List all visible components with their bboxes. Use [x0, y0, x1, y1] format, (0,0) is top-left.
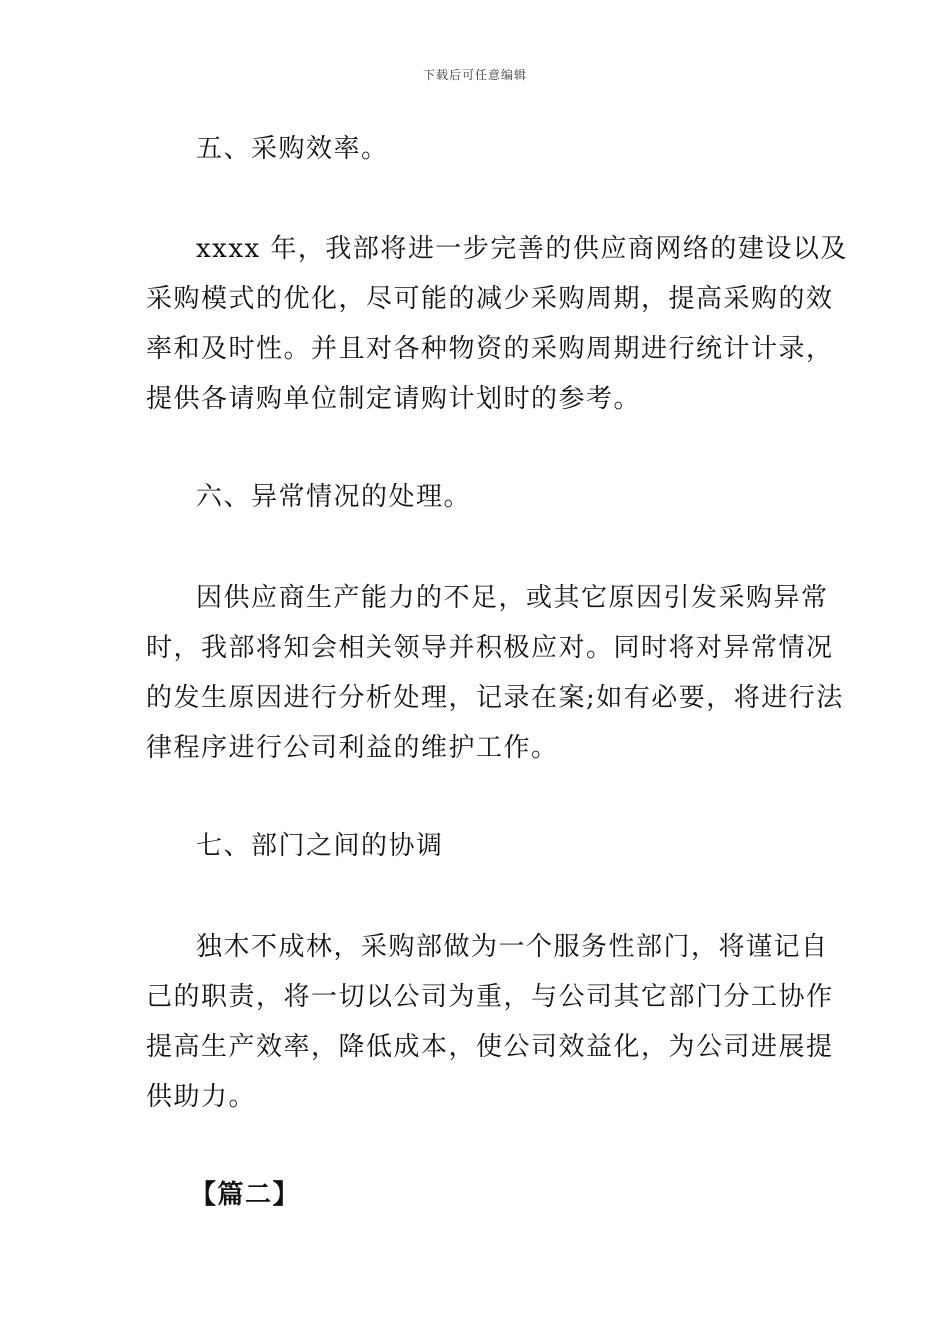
paragraph-line: 提供各请购单位制定请购计划时的参考。 [146, 384, 642, 414]
section-heading-coordination: 七、部门之间的协调 [196, 831, 444, 861]
page-header-note: 下载后可任意编辑 [422, 68, 527, 82]
part-heading: 【篇二】 [190, 1180, 301, 1210]
paragraph-line: 律程序进行公司利益的维护工作。 [146, 733, 559, 763]
section-heading-exceptions: 六、异常情况的处理。 [196, 482, 472, 512]
section-heading-efficiency: 五、采购效率。 [196, 134, 389, 164]
paragraph-line: 的发生原因进行分析处理，记录在案;如有必要，将进行法 [146, 683, 844, 713]
paragraph-line: 率和及时性。并且对各种物资的采购周期进行统计计录， [146, 334, 834, 364]
paragraph-line: 独木不成林，采购部做为一个服务性部门，将谨记自 [196, 932, 829, 962]
paragraph-line: 提高生产效率，降低成本，使公司效益化，为公司进展提 [146, 1032, 834, 1062]
paragraph-line: 供助力。 [146, 1082, 257, 1112]
paragraph-line: 因供应商生产能力的不足，或其它原因引发采购异常 [196, 583, 829, 613]
paragraph-line: 采购模式的优化，尽可能的减少采购周期，提高采购的效 [146, 284, 834, 314]
paragraph-line: xxxx 年，我部将进一步完善的供应商网络的建设以及 [196, 234, 848, 264]
paragraph-line: 时，我部将知会相关领导并积极应对。同时将对异常情况 [146, 633, 834, 663]
paragraph-line: 己的职责，将一切以公司为重，与公司其它部门分工协作 [146, 982, 834, 1012]
